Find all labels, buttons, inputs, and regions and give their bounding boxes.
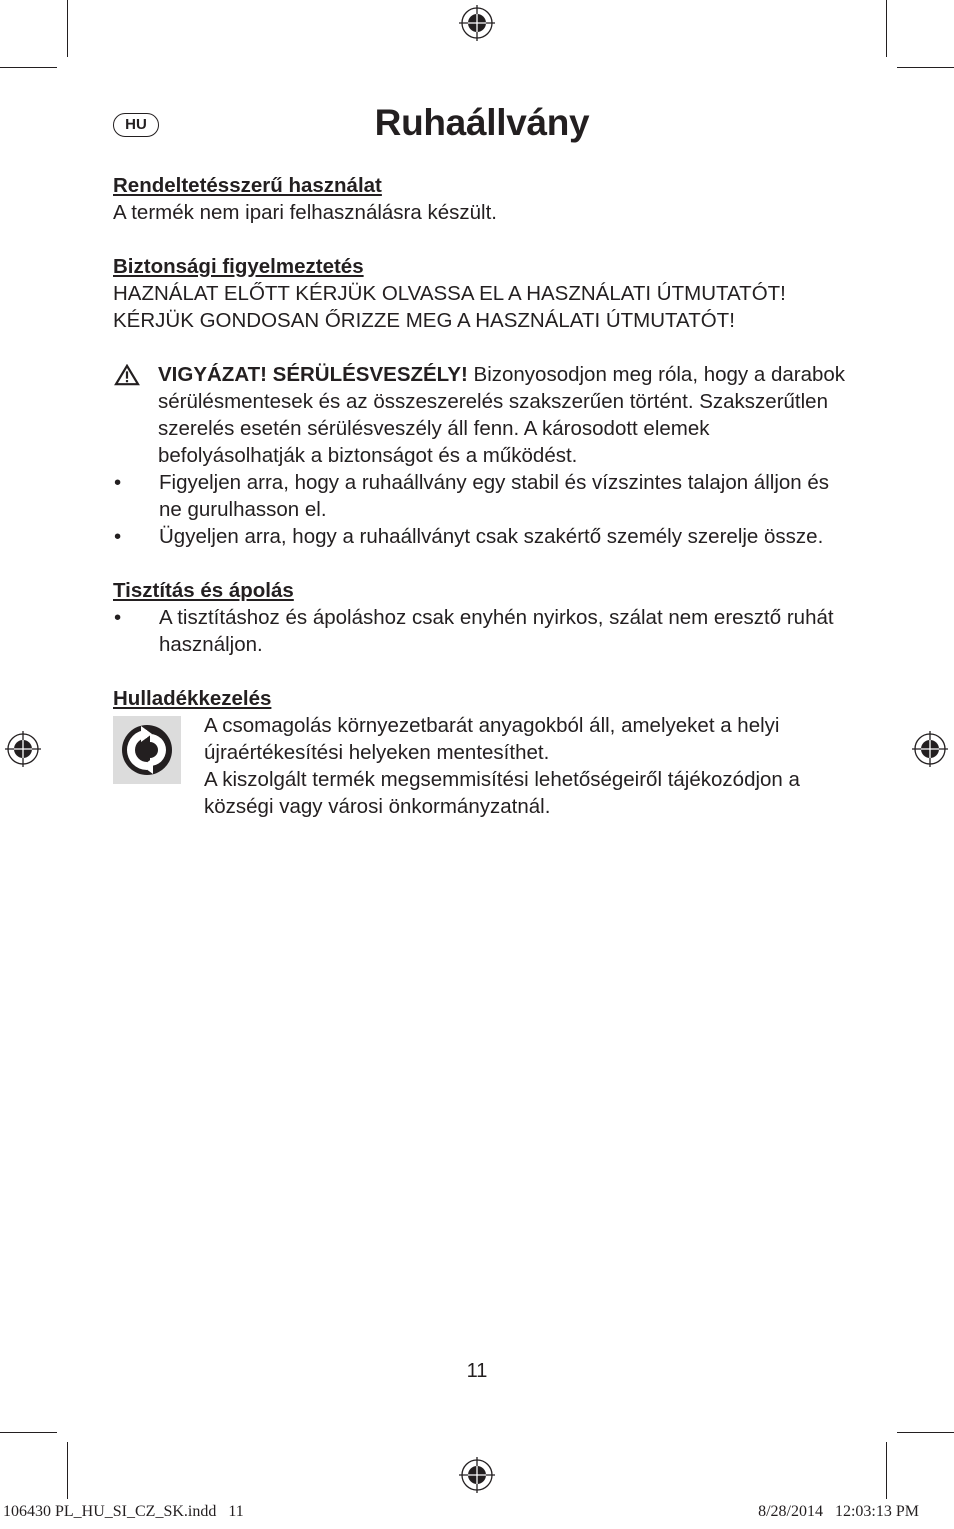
document-body [113,172,848,847]
bullet: • [114,525,122,548]
green-dot-icon [113,716,181,784]
page-number: 11 [466,1360,488,1382]
section-intended-use [113,172,848,226]
registration-mark-icon [459,1457,495,1493]
warning-item [113,361,848,469]
section-text: HAZNÁLAT ELŐTT KÉRJÜK OLVASSA EL A HASZNÁLATI ÚTMUTATÓT! KÉRJÜK GONDOSAN ŐRIZZE MEG A HASZNÁLATI ÚTMUTATÓT! [113,282,786,332]
section-warnings [113,361,848,550]
crop-mark [886,0,887,57]
disposal-line: A kiszolgált termék megsemmisítési lehetőségeiről tájékozódjon a községi vagy városi önkormányzatnál. [204,768,800,818]
disposal-row [113,712,848,820]
list-item [113,469,848,523]
list-item [113,604,848,658]
page-title: Ruhaállvány [374,102,590,143]
list-item-text: A tisztításhoz és ápoláshoz csak enyhén nyirkos, szálat nem eresztő ruhát használjon. [159,606,834,656]
warning-triangle-icon [113,364,141,386]
bullet: • [114,606,122,629]
list-item-text: Ügyeljen arra, hogy a ruhaállványt csak szakértő személy szerelje össze. [159,525,824,548]
registration-mark-icon [912,731,948,767]
crop-mark [67,1442,68,1499]
registration-mark-icon [459,5,495,41]
print-timestamp: 8/28/2014 12:03:13 PM [758,1503,919,1520]
section-heading: Tisztítás és ápolás [113,579,294,602]
crop-mark [0,67,57,68]
warning-text [158,361,848,469]
crop-mark [897,67,954,68]
registration-mark-icon [5,731,41,767]
warning-body: Bizonyosodjon meg róla, hogy a darabok sérülésmentesek és az összeszerelés szakszerűen történt. Szakszerűtlen szerelés esetén sérülésveszély áll fenn. A károsodott elemek befolyásolhatják a biztonságot és a működést. [158,363,846,467]
section-heading: Biztonsági figyelmeztetés [113,255,364,278]
crop-mark [886,1442,887,1499]
disposal-text [204,712,848,820]
section-heading: Hulladékkezelés [113,687,272,710]
warning-label: VIGYÁZAT! SÉRÜLÉSVESZÉLY! [158,363,468,386]
crop-mark [67,0,68,57]
file-slug: 106430 PL_HU_SI_CZ_SK.indd 11 [3,1503,244,1520]
language-badge: HU [113,113,159,137]
list-item-text: Figyeljen arra, hogy a ruhaállvány egy stabil és vízszintes talajon álljon és ne gurulhasson el. [159,471,830,521]
section-disposal [113,685,848,820]
section-safety [113,253,848,334]
crop-mark [0,1432,57,1433]
disposal-line: A csomagolás környezetbarát anyagokból áll, amelyeket a helyi újraértékesítési helyeken mentesíthet. [204,714,780,764]
bullet: • [114,471,122,494]
section-cleaning [113,577,848,658]
crop-mark [897,1432,954,1433]
section-text: A termék nem ipari felhasználásra készült. [113,201,497,224]
list-item [113,523,848,550]
section-heading: Rendeltetésszerű használat [113,174,382,197]
